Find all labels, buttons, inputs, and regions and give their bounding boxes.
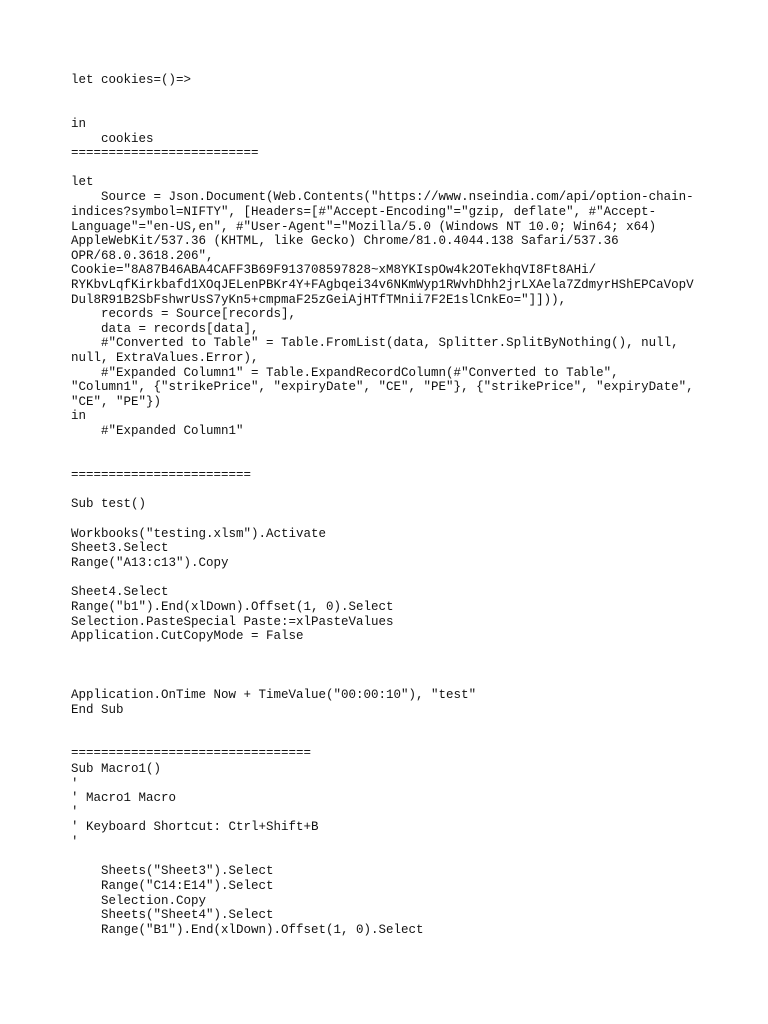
code-line: Range("b1").End(xlDown).Offset(1, 0).Select [71,600,394,614]
code-line: in [71,117,87,131]
code-line: Dul8R91B2SbFshwrUsS7yKn5+cmpmaF25zGeiAjHTfTMnii7F2E1slCnkEo="]])), [71,293,567,307]
code-line: Selection.Copy [71,894,207,908]
code-line: records = Source[records], [71,307,297,321]
code-line: data = records[data], [71,322,259,336]
code-line: Language"="en-US,en", #"User-Agent"="Mozilla/5.0 (Windows NT 10.0; Win64; x64) [71,220,657,234]
code-line: Selection.PasteSpecial Paste:=xlPasteValues [71,615,394,629]
code-line: Application.CutCopyMode = False [71,629,304,643]
code-line: cookies [71,132,154,146]
code-line: Sub Macro1() [71,762,162,776]
code-line: End Sub [71,703,124,717]
code-line: ' Macro1 Macro [71,791,177,805]
code-line: Range("A13:c13").Copy [71,556,229,570]
code-line: #"Converted to Table" = Table.FromList(data, Splitter.SplitByNothing(), null, [71,336,679,350]
code-line: OPR/68.0.3618.206", [71,249,214,263]
code-line: Cookie="8A87B46ABA4CAFF3B69F913708597828~xM8YKIspOw4k2OTekhqVI8Ft8AHi/ [71,263,597,277]
code-line: ' [71,805,79,819]
code-line: Application.OnTime Now + TimeValue("00:00:10"), "test" [71,688,477,702]
code-line: ' [71,777,79,791]
code-line: ' Keyboard Shortcut: Ctrl+Shift+B [71,820,319,834]
code-line: RYKbvLqfKirkbafd1XOqJELenPBKr4Y+FAgbqei34v6NKmWyp1RWvhDhh2jrLXAela7ZdmyrHShEPCaVopV [71,278,694,292]
code-line: Sheet4.Select [71,585,169,599]
code-line: "CE", "PE"}) [71,395,162,409]
code-line: let [71,175,94,189]
code-line: Sub test() [71,497,147,511]
code-line: #"Expanded Column1" = Table.ExpandRecordColumn(#"Converted to Table", [71,366,619,380]
code-line: indices?symbol=NIFTY", [Headers=[#"Accept-Encoding"="gzip, deflate", #"Accept- [71,205,657,219]
code-line: ' [71,835,79,849]
separator-line: ================================ [71,746,312,760]
code-line: in [71,409,87,423]
code-line: Range("B1").End(xlDown).Offset(1, 0).Select [71,923,424,937]
code-line: Workbooks("testing.xlsm").Activate [71,527,327,541]
code-line: "Column1", {"strikePrice", "expiryDate", "CE", "PE"}, {"strikePrice", "expiryDate", [71,380,694,394]
code-line: Sheets("Sheet4").Select [71,908,274,922]
separator-line: ========================= [71,146,259,160]
separator-line: ======================== [71,468,252,482]
code-line: let cookies=()=> [71,73,192,87]
code-line: Sheet3.Select [71,541,169,555]
code-line: Range("C14:E14").Select [71,879,274,893]
code-line: null, ExtraValues.Error), [71,351,259,365]
code-line: Sheets("Sheet3").Select [71,864,274,878]
code-line: AppleWebKit/537.36 (KHTML, like Gecko) Chrome/81.0.4044.138 Safari/537.36 [71,234,619,248]
code-line: Source = Json.Document(Web.Contents("https://www.nseindia.com/api/option-chain- [71,190,694,204]
code-line: #"Expanded Column1" [71,424,244,438]
